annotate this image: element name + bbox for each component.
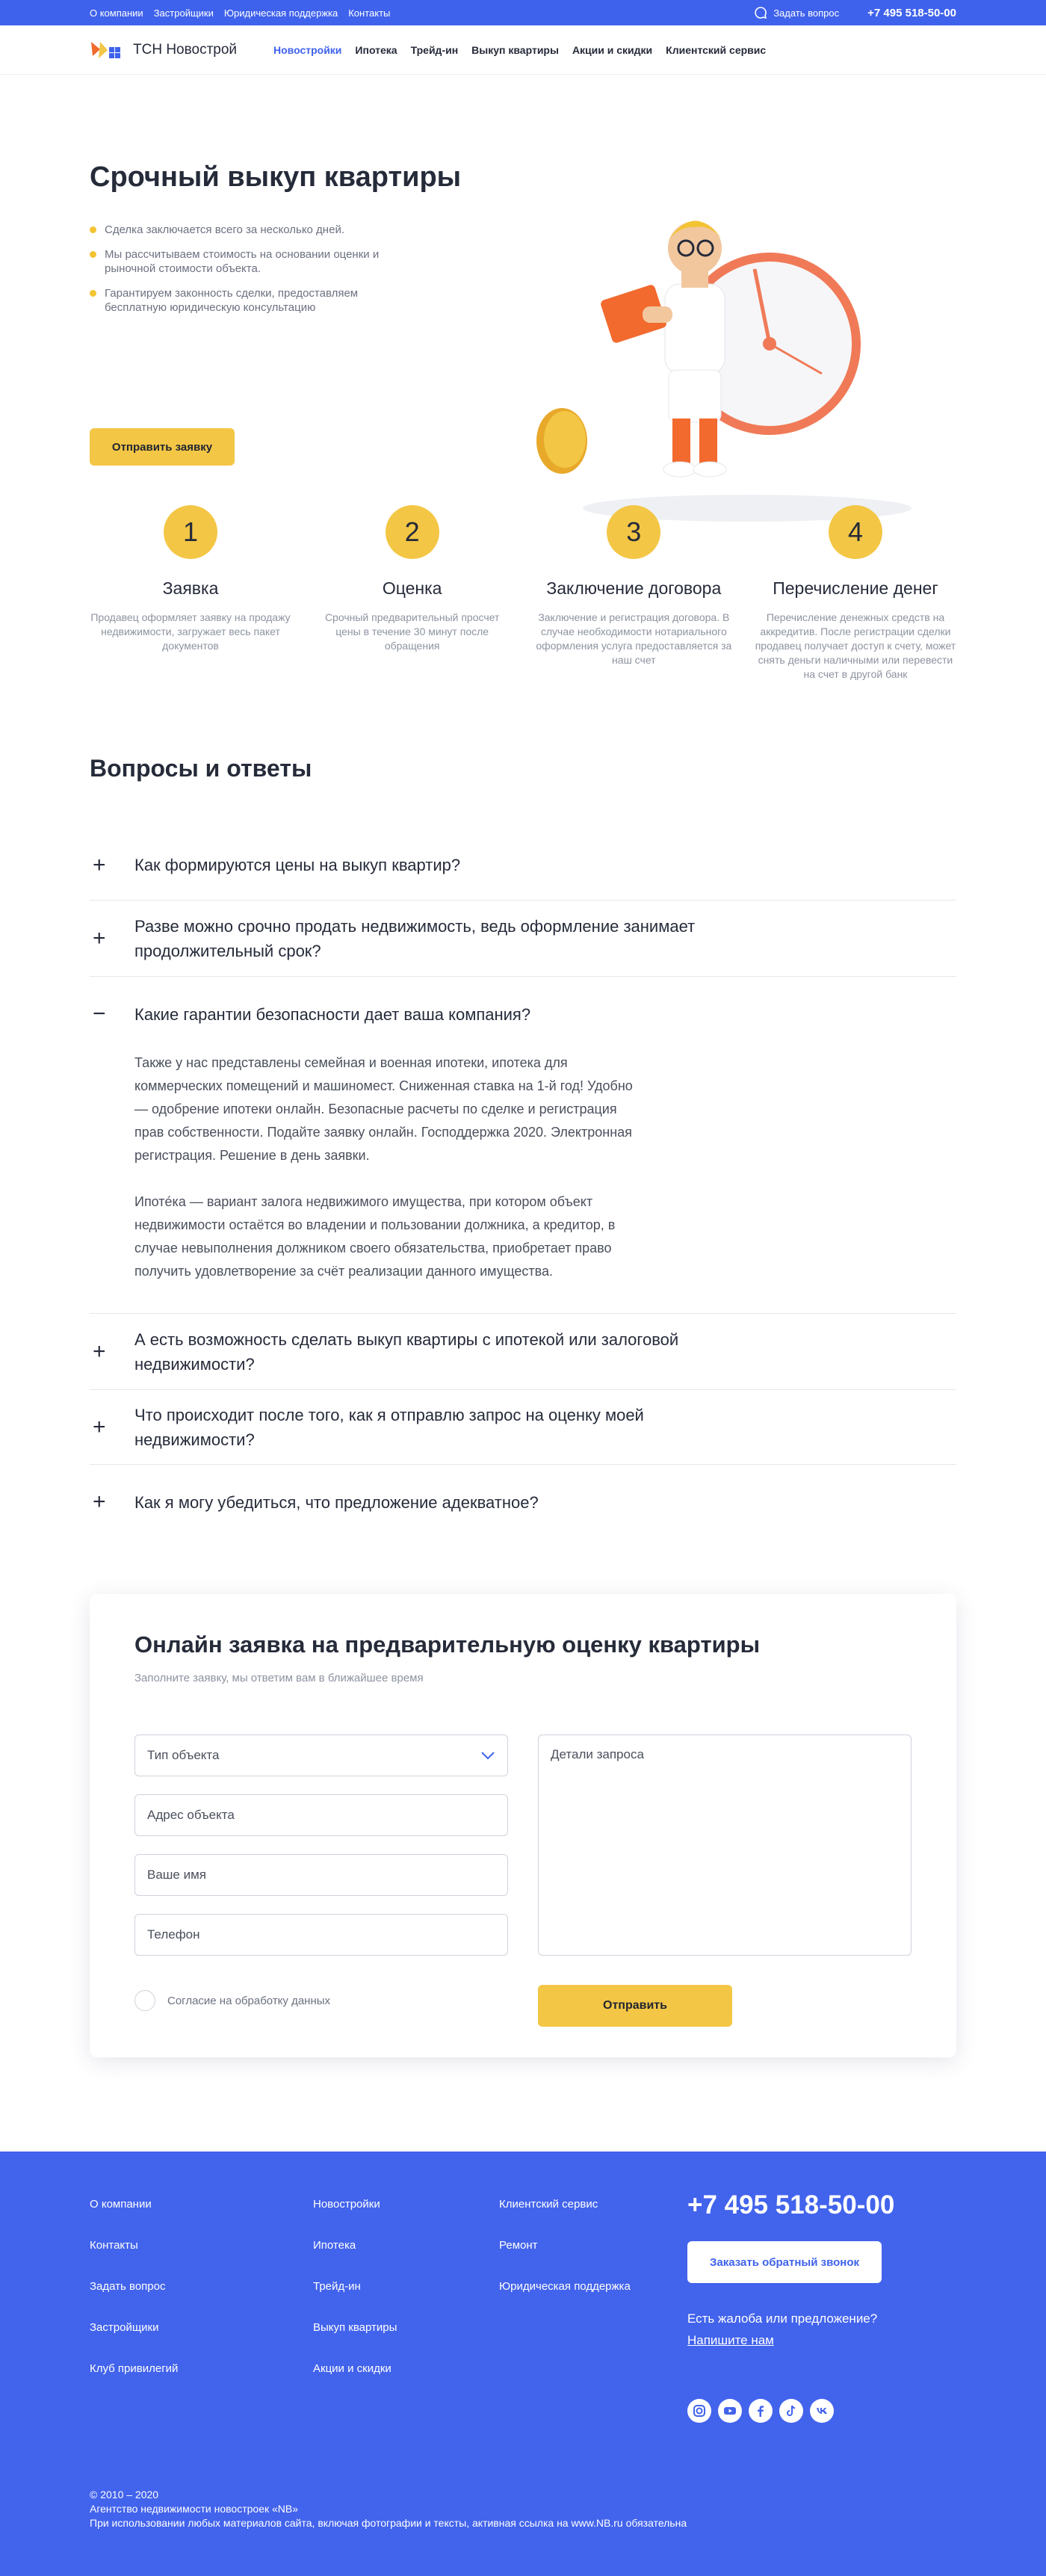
footer-link[interactable]: Выкуп квартиры bbox=[313, 2321, 397, 2334]
name-input[interactable]: Ваше имя bbox=[134, 1854, 508, 1896]
details-textarea[interactable]: Детали запроса bbox=[538, 1735, 912, 1956]
plus-icon: + bbox=[93, 1489, 106, 1514]
write-us-link[interactable]: Напишите нам bbox=[687, 2333, 774, 2347]
hero-bullets bbox=[90, 223, 411, 325]
footer-link[interactable]: Ремонт bbox=[499, 2239, 538, 2252]
faq-expanded-item bbox=[90, 977, 956, 1314]
send-request-button[interactable]: Отправить заявку bbox=[90, 428, 235, 466]
faq-list bbox=[90, 830, 956, 1539]
facebook-icon[interactable] bbox=[749, 2399, 773, 2423]
ask-question-link[interactable] bbox=[754, 6, 839, 19]
copyright-years: © 2010 – 2020 bbox=[90, 2489, 159, 2501]
evaluation-form bbox=[90, 1594, 956, 2057]
chat-icon bbox=[754, 6, 767, 19]
footer-link[interactable]: О компании bbox=[90, 2198, 152, 2211]
faq-section bbox=[90, 755, 956, 1539]
address-input[interactable]: Адрес объекта bbox=[134, 1794, 508, 1836]
main-menu bbox=[273, 44, 766, 56]
faq-answer bbox=[90, 1051, 643, 1313]
faq-question-text: Что происходит после того, как я отправлю запрос на оценку моей недвижимости? bbox=[134, 1405, 644, 1449]
footer-link[interactable]: Клиентский сервис bbox=[499, 2198, 598, 2211]
top-link-legal[interactable]: Юридическая поддержка bbox=[223, 7, 338, 19]
step-description: Заключение и регистрация договора. В случае необходимости нотариального оформления услуга предоставляется за наш счет bbox=[536, 611, 732, 666]
footer-link[interactable]: Ипотека bbox=[313, 2239, 356, 2252]
step-number: 1 bbox=[164, 505, 217, 559]
step-item bbox=[533, 505, 734, 682]
step-item bbox=[312, 505, 513, 682]
footer-link[interactable]: Акции и скидки bbox=[313, 2362, 392, 2375]
footer-link[interactable]: Контакты bbox=[90, 2239, 138, 2252]
main-header bbox=[0, 25, 1046, 75]
page-title: Срочный выкуп квартиры bbox=[90, 161, 462, 193]
plus-icon: + bbox=[93, 925, 106, 951]
top-links bbox=[90, 7, 390, 19]
social-links bbox=[687, 2399, 834, 2423]
form-subtitle: Заполните заявку, мы ответим вам в ближайшее время bbox=[134, 1672, 424, 1684]
tiktok-icon[interactable] bbox=[779, 2399, 803, 2423]
form-title: Онлайн заявка на предварительную оценку квартиры bbox=[134, 1631, 761, 1658]
faq-question[interactable] bbox=[90, 1314, 956, 1390]
footer bbox=[0, 2152, 1046, 2576]
footer-link[interactable]: Застройщики bbox=[90, 2321, 159, 2334]
copyright-company: Агентство недвижимости новостроек «NB» bbox=[90, 2503, 299, 2515]
step-number: 3 bbox=[607, 505, 660, 559]
vk-icon[interactable] bbox=[810, 2399, 834, 2423]
plus-icon: + bbox=[93, 1414, 106, 1439]
top-link-about[interactable]: О компании bbox=[90, 7, 143, 19]
logo-text: ТСН Новострой bbox=[133, 41, 238, 58]
top-link-developers[interactable]: Застройщики bbox=[153, 7, 214, 19]
faq-answer-paragraph: Также у нас представлены семейная и военная ипотеки, ипотека для коммерческих помещений и машиномест. Сниженная ставка на 1-й год! Удобно — одобрение ипотеки онлайн. Безопасные расчеты по сделке и регистрация прав собственности. Подайте заявку онлайн. Господдержка 2020. Электронная регистрация. Решение в день заявки. bbox=[134, 1055, 633, 1163]
faq-question-text: Как формируются цены на выкуп квартир? bbox=[134, 856, 461, 874]
complaint-text: Есть жалоба или предложение? bbox=[687, 2311, 878, 2326]
plus-icon: + bbox=[93, 1338, 106, 1364]
top-right bbox=[754, 6, 956, 19]
hero-illustration bbox=[523, 194, 941, 523]
faq-question[interactable] bbox=[90, 901, 956, 977]
hero-bullet: Мы рассчитываем стоимость на основании оценки и рыночной стоимости объекта. bbox=[90, 247, 411, 276]
menu-item-new-buildings[interactable]: Новостройки bbox=[273, 43, 342, 56]
step-description: Перечисление денежных средств на аккредитив. После регистрации сделки продавец получает доступ к счету, может снять деньги наличными или перевести на счет в другой банк bbox=[755, 611, 956, 680]
footer-column-support bbox=[499, 2198, 631, 2321]
top-bar bbox=[0, 0, 1046, 25]
faq-answer-paragraph: Ипотéка — вариант залога недвижимого имущества, при котором объект недвижимости остаётся во владении и пользовании должника, а кредитор, в случае невыполнения должником своего обязательства, приобретает право получить удовлетворение за счёт реализации данного имущества. bbox=[134, 1194, 616, 1279]
steps-section bbox=[90, 505, 956, 682]
minus-icon: − bbox=[93, 1001, 106, 1026]
faq-question-text: А есть возможность сделать выкуп квартиры с ипотекой или залоговой недвижимости? bbox=[134, 1329, 679, 1374]
object-type-value: Тип объекта bbox=[147, 1748, 220, 1762]
callback-button[interactable]: Заказать обратный звонок bbox=[687, 2241, 882, 2283]
faq-question[interactable] bbox=[90, 1465, 956, 1539]
footer-column-company bbox=[90, 2198, 178, 2403]
step-number: 2 bbox=[386, 505, 439, 559]
menu-item-mortgage[interactable]: Ипотека bbox=[355, 43, 397, 56]
logo-mark-icon bbox=[90, 40, 126, 61]
faq-question-text: Разве можно срочно продать недвижимость, ведь оформление занимает продолжительный срок? bbox=[134, 916, 696, 960]
faq-question[interactable] bbox=[90, 977, 956, 1051]
phone-input[interactable]: Телефон bbox=[134, 1914, 508, 1956]
step-item bbox=[755, 505, 956, 682]
hero-section bbox=[0, 75, 1046, 471]
chevron-down-icon bbox=[480, 1751, 495, 1760]
step-title: Заключение договора bbox=[546, 578, 722, 598]
step-description: Продавец оформляет заявку на продажу недвижимости, загружает весь пакет документов bbox=[90, 611, 291, 652]
copyright bbox=[90, 2488, 687, 2530]
plus-icon: + bbox=[93, 852, 106, 877]
menu-item-buyout[interactable]: Выкуп квартиры bbox=[471, 43, 559, 56]
footer-link[interactable]: Клуб привилегий bbox=[90, 2362, 179, 2375]
footer-column-services bbox=[313, 2198, 397, 2403]
consent-label: Согласие на обработку данных bbox=[167, 1994, 331, 2007]
hero-bullet: Сделка заключается всего за несколько дней. bbox=[90, 223, 411, 237]
footer-link[interactable]: Задать вопрос bbox=[90, 2280, 166, 2293]
menu-item-client-service[interactable]: Клиентский сервис bbox=[666, 43, 767, 56]
top-phone[interactable]: +7 495 518-50-00 bbox=[867, 6, 956, 19]
hero-bullet: Гарантируем законность сделки, предоставляем бесплатную юридическую консультацию bbox=[90, 286, 411, 315]
top-link-contacts[interactable]: Контакты bbox=[348, 7, 391, 19]
ask-question-label: Задать вопрос bbox=[773, 7, 840, 19]
step-title: Оценка bbox=[382, 578, 442, 598]
step-title: Перечисление денег bbox=[773, 578, 938, 598]
faq-question-text: Как я могу убедиться, что предложение адекватное? bbox=[134, 1492, 539, 1512]
youtube-icon[interactable] bbox=[718, 2399, 742, 2423]
step-number: 4 bbox=[829, 505, 882, 559]
faq-title: Вопросы и ответы bbox=[90, 755, 312, 782]
faq-question-text: Какие гарантии безопасности дает ваша компания? bbox=[134, 1004, 531, 1024]
submit-button[interactable]: Отправить bbox=[538, 1985, 732, 2027]
consent-row bbox=[134, 1990, 330, 2011]
step-title: Заявка bbox=[162, 578, 219, 598]
instagram-icon[interactable] bbox=[687, 2399, 711, 2423]
copyright-notice: При использовании любых материалов сайта, включая фотографии и тексты, активная ссылка на www.NB.ru обязательна bbox=[90, 2517, 687, 2529]
step-description: Срочный предварительный просчет цены в течение 30 минут после обращения bbox=[324, 611, 500, 652]
footer-link[interactable]: Трейд-ин bbox=[313, 2280, 361, 2293]
logo[interactable] bbox=[90, 40, 273, 61]
faq-question[interactable] bbox=[90, 1390, 956, 1465]
footer-link[interactable]: Новостройки bbox=[313, 2198, 380, 2211]
faq-question[interactable] bbox=[90, 830, 956, 901]
step-item bbox=[90, 505, 291, 682]
footer-link[interactable]: Юридическая поддержка bbox=[499, 2280, 631, 2293]
object-type-select[interactable] bbox=[134, 1735, 508, 1776]
consent-checkbox[interactable] bbox=[134, 1990, 155, 2011]
menu-item-promotions[interactable]: Акции и скидки bbox=[572, 43, 653, 56]
footer-phone[interactable]: +7 495 518-50-00 bbox=[687, 2190, 895, 2220]
menu-item-trade-in[interactable]: Трейд-ин bbox=[410, 43, 459, 56]
